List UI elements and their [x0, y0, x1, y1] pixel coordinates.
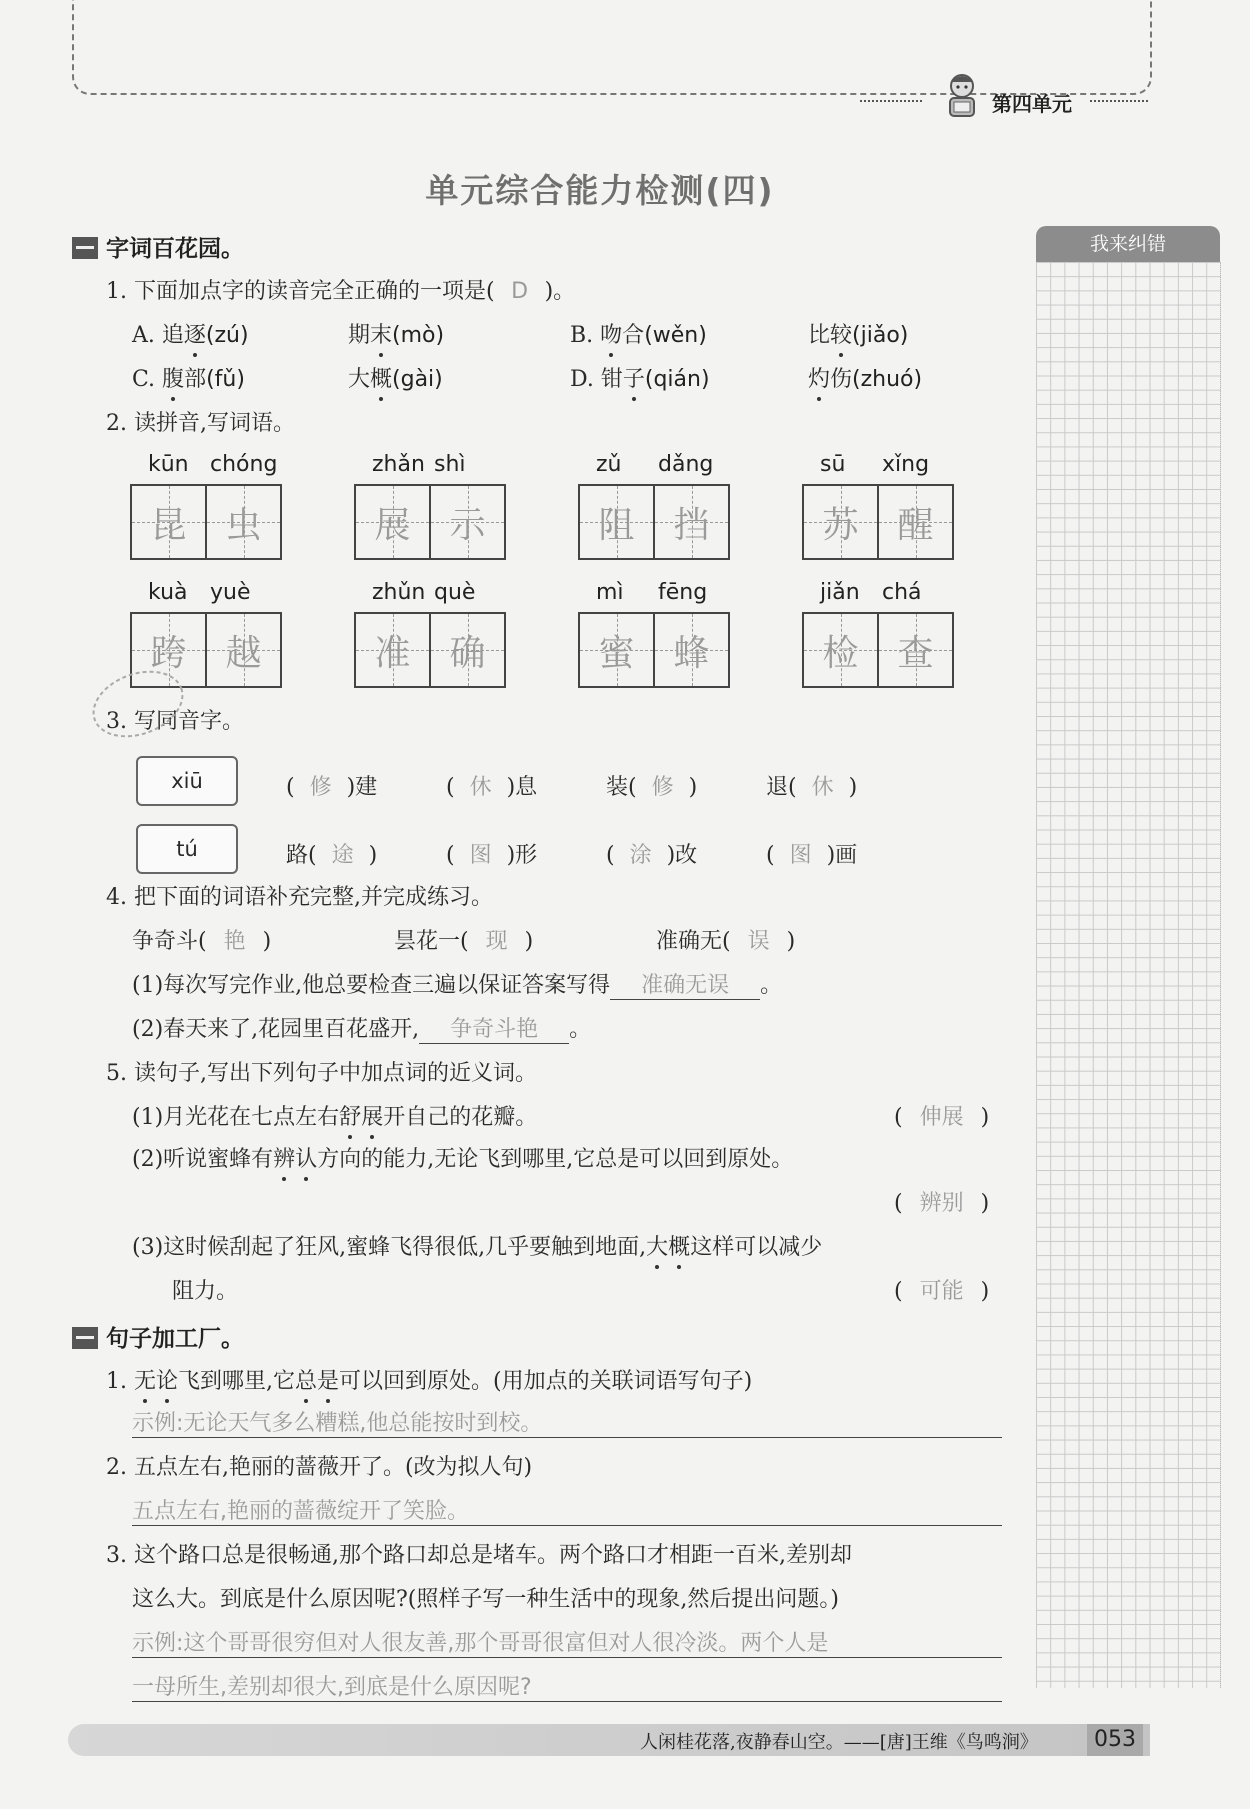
question-2: 2. 读拼音,写词语。 [106, 411, 295, 436]
section-heading-text: 字词百花园。 [106, 236, 244, 262]
writing-box [354, 612, 506, 688]
section-heading [72, 230, 244, 263]
option-c2: 大概(gài) [348, 367, 443, 392]
q5-sentence-1: (1)月光花在七点左右舒展开自己的花瓣。 [132, 1105, 538, 1130]
footer-quote: 人闲桂花落,夜静春山空。——[唐]王维《鸟鸣涧》 [640, 1732, 1038, 1753]
idiom-2: 昙花一( 现 ) [394, 929, 534, 954]
answer-char: 越 [225, 632, 262, 674]
answer: D [511, 279, 529, 304]
writing-cell [429, 486, 504, 558]
homophone-item: ( 修 )建 [286, 775, 378, 800]
homophone-item: 路( 途 ) [286, 843, 378, 868]
writing-cell [653, 614, 728, 686]
writing-cell [877, 614, 952, 686]
pinyin-label: zǔ [596, 452, 622, 477]
writing-cell [653, 486, 728, 558]
writing-box [802, 484, 954, 560]
writing-box [130, 484, 282, 560]
writing-cell [804, 486, 877, 558]
answer-char: 蜜 [598, 632, 635, 674]
pinyin-label: zhǎn [372, 452, 425, 477]
s2-question-2: 2. 五点左右,艳丽的蔷薇开了。(改为拟人句) [106, 1455, 533, 1480]
section-heading-2 [72, 1320, 244, 1353]
pinyin-label: kuà [148, 580, 188, 605]
answer-char: 阻 [598, 504, 635, 546]
homophone-item: ( 涂 )改 [606, 843, 698, 868]
page-title: 单元综合能力检测(四) [425, 171, 775, 210]
writing-box [802, 612, 954, 688]
s2-answer-1: 示例:无论天气多么糟糕,他总能按时到校。 [132, 1406, 1002, 1438]
writing-cell [804, 614, 877, 686]
writing-cell [877, 486, 952, 558]
answer-char: 昆 [150, 504, 187, 546]
homophone-tag-tu: tú [136, 824, 238, 874]
s2-question-3b: 这么大。到底是什么原因呢?(照样子写一种生活中的现象,然后提出问题。) [132, 1587, 839, 1612]
question-4: 4. 把下面的词语补充完整,并完成练习。 [106, 885, 493, 910]
writing-cell [132, 486, 205, 558]
writing-cell [580, 486, 653, 558]
pinyin-label: dǎng [658, 452, 714, 477]
pinyin-label: chá [882, 580, 922, 605]
writing-cell [356, 486, 429, 558]
pinyin-label: yuè [210, 580, 251, 605]
question-stem: 1. 下面加点字的读音完全正确的一项是( [106, 279, 495, 304]
pinyin-label: sū [820, 452, 846, 477]
answer-char: 示 [449, 504, 486, 546]
header-frame [72, 0, 1152, 95]
answer-char: 查 [897, 632, 934, 674]
option-c1: C. 腹部(fǔ) [132, 367, 245, 392]
header-divider-right [1090, 100, 1148, 102]
answer-char: 蜂 [673, 632, 710, 674]
pinyin-label: zhǔn [372, 580, 426, 605]
homophone-item: ( 图 )形 [446, 843, 538, 868]
s2-question-1: 1. 无论飞到哪里,它总是可以回到原处。(用加点的关联词语写句子) [106, 1369, 753, 1394]
s2-answer-2: 五点左右,艳丽的蔷薇绽开了笑脸。 [132, 1494, 1002, 1526]
section-heading-text: 句子加工厂。 [106, 1326, 244, 1352]
answer-char: 醒 [897, 504, 934, 546]
question-end: )。 [544, 279, 576, 304]
s2-answer-3a: 示例:这个哥哥很穷但对人很友善,那个哥哥很富但对人很冷淡。两个人是 [132, 1626, 1002, 1658]
mascot-icon [940, 70, 984, 120]
writing-cell [429, 614, 504, 686]
s2-answer-3b: 一母所生,差别却很大,到底是什么原因呢? [132, 1670, 1002, 1702]
question-1 [106, 274, 575, 305]
s2-question-3a: 3. 这个路口总是很畅通,那个路口却总是堵车。两个路口才相距一百米,差别却 [106, 1543, 852, 1568]
q4-sentence-1: (1)每次写完作业,他总要检查三遍以保证答案写得 准确无误 。 [132, 968, 782, 1000]
q5-sentence-3-cont: 阻力。 [172, 1279, 239, 1304]
question-5: 5. 读句子,写出下列句子中加点词的近义词。 [106, 1061, 537, 1086]
q5-answer-2: ( 辨别 ) [894, 1191, 990, 1216]
option-a2: 期末(mò) [348, 323, 445, 348]
q5-answer-1: ( 伸展 ) [894, 1105, 990, 1130]
pinyin-label: fēng [658, 580, 708, 605]
answer-char: 准 [374, 632, 411, 674]
answer-char: 检 [822, 632, 859, 674]
pinyin-label: mì [596, 580, 624, 605]
answer-char: 确 [449, 632, 486, 674]
idiom-1: 争奇斗( 艳 ) [132, 929, 272, 954]
option-d1: D. 钳子(qián) [570, 367, 710, 392]
correction-grid [1036, 262, 1221, 1688]
writing-cell [205, 486, 280, 558]
answer-char: 挡 [673, 504, 710, 546]
homophone-item: ( 休 )息 [446, 775, 538, 800]
writing-box [354, 484, 506, 560]
page-number: 053 [1087, 1724, 1143, 1756]
question-3: 3. 写同音字。 [106, 709, 244, 734]
option-b2: 比较(jiǎo) [808, 323, 909, 348]
pinyin-label: chóng [210, 452, 278, 477]
writing-cell [356, 614, 429, 686]
header-divider [860, 100, 922, 102]
unit-label: 第四单元 [992, 92, 1072, 116]
section-marker-icon [72, 1327, 98, 1349]
homophone-item: 装( 修 ) [606, 775, 698, 800]
correction-tab: 我来纠错 [1036, 226, 1220, 262]
option-a1: A. 追逐(zú) [132, 323, 249, 348]
writing-box [578, 612, 730, 688]
writing-box [578, 484, 730, 560]
homophone-item: 退( 休 ) [766, 775, 858, 800]
answer-char: 虫 [225, 504, 262, 546]
section-marker-icon [72, 237, 98, 259]
answer-char: 展 [374, 504, 411, 546]
q5-answer-3: ( 可能 ) [894, 1279, 990, 1304]
q5-sentence-3: (3)这时候刮起了狂风,蜜蜂飞得很低,几乎要触到地面,大概这样可以减少 [132, 1235, 823, 1260]
answer-char: 苏 [822, 504, 859, 546]
pinyin-label: xǐng [882, 452, 930, 477]
homophone-tag-xiu: xiū [136, 756, 238, 806]
pinyin-label: kūn [148, 452, 189, 477]
homophone-item: ( 图 )画 [766, 843, 858, 868]
writing-cell [580, 614, 653, 686]
idiom-3: 准确无( 误 ) [656, 929, 796, 954]
pinyin-label: shì [434, 452, 466, 477]
q5-sentence-2: (2)听说蜜蜂有辨认方向的能力,无论飞到哪里,它总是可以回到原处。 [132, 1147, 794, 1172]
pinyin-label: què [434, 580, 476, 605]
option-d2: 灼伤(zhuó) [808, 367, 923, 392]
answer-char: 跨 [150, 632, 187, 674]
q4-sentence-2: (2)春天来了,花园里百花盛开, 争奇斗艳 。 [132, 1012, 591, 1044]
pinyin-label: jiǎn [820, 580, 860, 605]
option-b1: B. 吻合(wěn) [570, 323, 707, 348]
watermark-stamp [78, 664, 228, 764]
